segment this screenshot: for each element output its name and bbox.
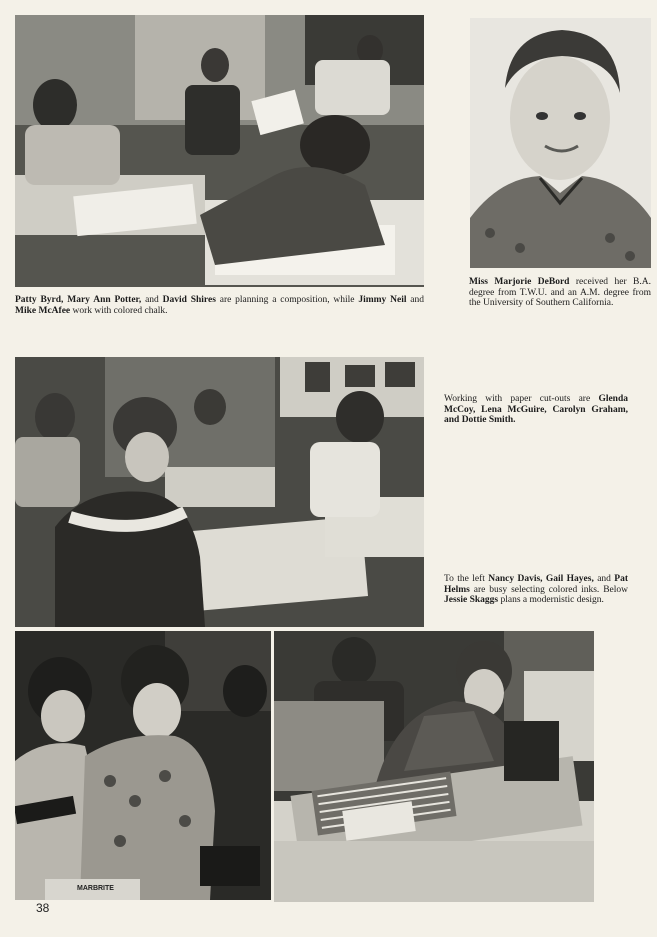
caption-text: and [406,295,425,305]
caption-text: plans a modernistic design. [498,595,604,605]
caption-names: Miss Marjorie DeBord [469,277,570,287]
caption-text: To the left [444,574,489,584]
caption-text: and [593,574,615,584]
caption-text: and [141,295,163,305]
caption-names: Jimmy Neil [358,295,407,305]
caption-portrait [469,277,651,309]
caption-paper-cutouts [444,394,628,426]
caption-names: Mike McAfee [15,305,71,316]
caption-chalk-composition [15,295,424,316]
photo-paper-cutouts [15,357,424,627]
photo-chalk-composition [15,15,424,287]
photo-modernistic-design [274,631,594,902]
caption-colored-inks [444,574,628,606]
caption-text: Working with paper cut-outs are [444,394,599,404]
caption-names: David Shires [162,295,216,305]
caption-names: Patty Byrd, Mary Ann Potter, [15,295,142,305]
page-number: 38 [36,901,50,915]
photo-colored-inks [15,631,271,900]
photo-portrait-marjorie-debord [470,18,651,268]
caption-names: Glenda McCoy, Lena McGuire, Carolyn Graham, and Dottie Smith. [444,394,628,425]
caption-names: Jessie Skaggs [444,595,499,605]
caption-names: Nancy Davis, Gail Hayes, [488,574,594,584]
box-label: MARBRITE [77,885,114,892]
caption-names: Pat Helms [444,574,628,595]
caption-text: work with colored chalk. [70,305,168,316]
caption-text: are busy selecting colored inks. Below [469,584,628,595]
caption-text: received her B.A. degree from T.W.U. and an A.M. degree from the University of Southern California. [469,277,651,308]
caption-text: are planning a composition, while [215,295,359,305]
